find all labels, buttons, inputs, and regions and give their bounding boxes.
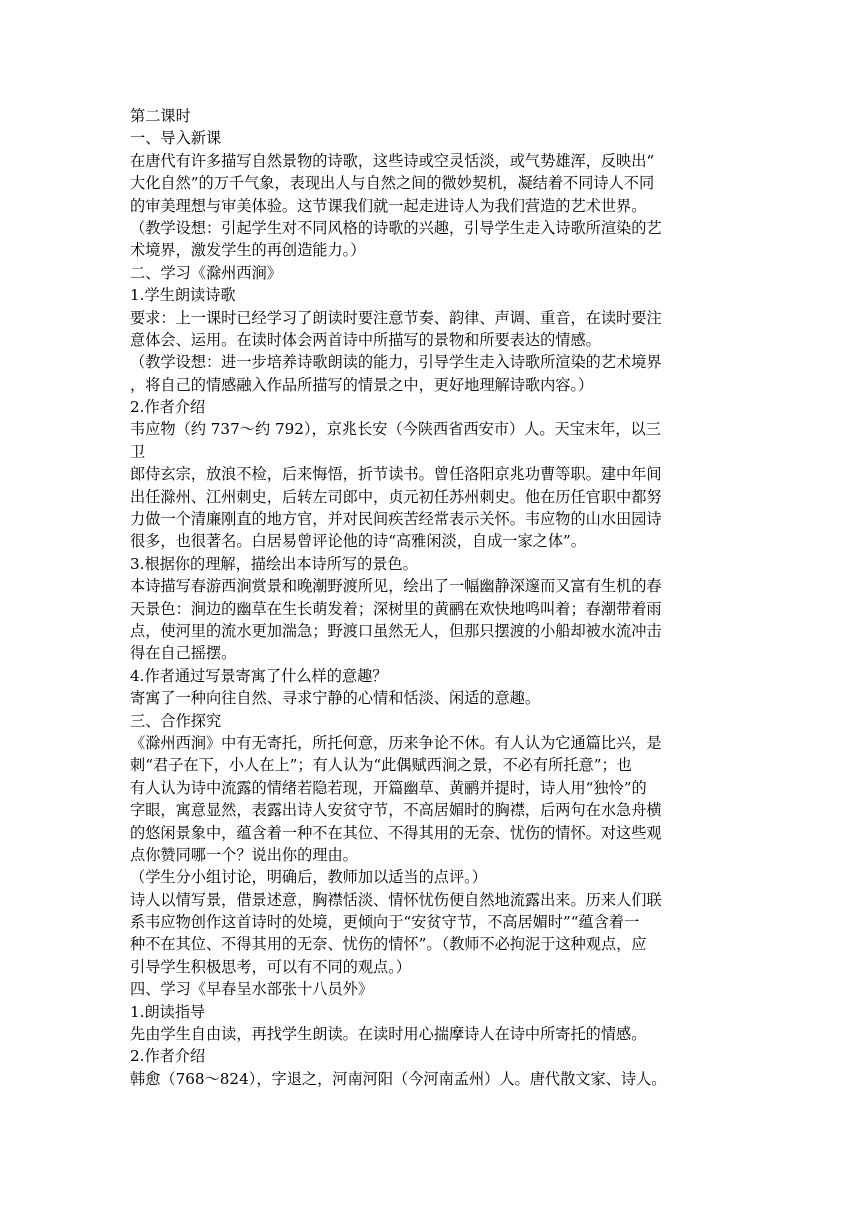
paragraph-line: 天景色：涧边的幽草在生长萌发着；深树里的黄鹂在欢快地鸣叫着；春潮带着雨: [130, 599, 662, 618]
paragraph-line: 字眼，寓意显然，表露出诗人安贫守节，不高居媚时的胸襟，后两句在水急舟横: [130, 801, 662, 820]
paragraph-line: 力做一个清廉刚直的地方官，并对民间疾苦经常表示关怀。韦应物的山水田园诗: [130, 510, 662, 529]
lesson-title: 第二课时: [130, 107, 191, 125]
section-heading: 二、学习《滁州西涧》: [130, 263, 282, 282]
paragraph-line: 的悠闲景象中，蕴含着一种不在其位、不得其用的无奈、忧伤的情怀。对这些观: [130, 823, 662, 842]
paragraph-line: 本诗描写春游西涧赏景和晚潮野渡所见，绘出了一幅幽静深邃而又富有生机的春: [130, 577, 662, 596]
teaching-note-line: （教学设想：进一步培养诗歌朗读的能力，引导学生走入诗歌所渲染的艺术境界: [130, 353, 662, 372]
paragraph-line: 卫: [130, 442, 146, 461]
paragraph-line: 很多，也很著名。白居易曾评论他的诗“高雅闲淡，自成一家之体”。: [130, 532, 586, 551]
paragraph-line: 的审美理想与审美体验。这节课我们就一起走进诗人为我们营造的艺术世界。: [130, 196, 647, 215]
paragraph-line: 种不在其位、不得其用的无奈、忧伤的情怀”。（教师不必拘泥于这种观点，应: [130, 935, 647, 954]
paragraph-line: 诗人以情写景，借景述意，胸襟恬淡、情怀忧伤便自然地流露出来。历来人们联: [130, 890, 662, 909]
section-heading: 四、学习《早春呈水部张十八员外》: [130, 980, 373, 999]
teaching-note-line: 术境界，激发学生的再创造能力。）: [130, 241, 366, 260]
subsection-heading: 1.朗读指导: [130, 1002, 206, 1021]
paragraph-line: 点你赞同哪一个？说出你的理由。: [130, 845, 358, 864]
paragraph-line: 引导学生积极思考，可以有不同的观点。）: [130, 957, 411, 976]
paragraph-line: 先由学生自由读，再找学生朗读。在读时用心揣摩诗人在诗中所寄托的情感。: [130, 1025, 647, 1044]
paragraph-line: 寄寓了一种向往自然、寻求宁静的心情和恬淡、闲适的意趣。: [130, 689, 541, 708]
subsection-heading: 4.作者通过写景寄寓了什么样的意趣？: [130, 666, 388, 685]
teaching-note-line: （教学设想：引起学生对不同风格的诗歌的兴趣，引导学生走入诗歌所渲染的艺: [130, 218, 662, 237]
paragraph-line: 《滁州西涧》中有无寄托，所托何意，历来争论不休。有人认为它通篇比兴，是: [130, 733, 662, 752]
teaching-note-line: ，将自己的情感融入作品所描写的情景之中，更好地理解诗歌内容。）: [130, 375, 594, 394]
paragraph-line: 有人认为诗中流露的情绪若隐若现，开篇幽草、黄鹂并提时，诗人用“独怜”的: [130, 778, 647, 797]
section-heading: 三、合作探究: [130, 711, 222, 730]
document-body: [130, 105, 742, 1090]
paragraph-line: 大化自然”的万千气象，表现出人与自然之间的微妙契机，凝结着不同诗人不同: [130, 174, 655, 193]
paragraph-line: 韦应物（约 737～约 792），京兆长安（今陕西省西安市）人。天宝末年，以三: [130, 420, 661, 439]
subsection-heading: 1.学生朗读诗歌: [130, 286, 236, 305]
subsection-heading: 2.作者介绍: [130, 1047, 206, 1066]
section-heading: 一、导入新课: [130, 129, 222, 148]
paragraph-line: 在唐代有许多描写自然景物的诗歌，这些诗或空灵恬淡，或气势雄浑，反映出“: [130, 151, 655, 170]
paragraph-line: 韩愈（768～824），字退之，河南河阳（今河南孟州）人。唐代散文家、诗人。: [130, 1069, 667, 1088]
paragraph-line: 刺“君子在下，小人在上”；有人认为“此偶赋西涧之景，不必有所托意”；也: [130, 756, 632, 775]
paragraph-line: 要求：上一课时已经学习了朗读时要注意节奏、韵律、声调、重音，在读时要注: [130, 308, 662, 327]
paragraph-line: 意体会、运用。在读时体会两首诗中所描写的景物和所要表达的情感。: [130, 330, 601, 349]
teaching-note-line: （学生分小组讨论，明确后，教师加以适当的点评。）: [130, 868, 487, 887]
paragraph-line: 出任滁州、江州刺史，后转左司郎中，贞元初任苏州刺史。他在历任官职中都努: [130, 487, 662, 506]
subsection-heading: 3.根据你的理解，描绘出本诗所写的景色。: [130, 554, 418, 573]
paragraph-line: 郎侍玄宗，放浪不检，后来悔悟，折节读书。曾任洛阳京兆功曹等职。建中年间: [130, 465, 662, 484]
paragraph-line: 系韦应物创作这首诗时的处境，更倾向于“安贫守节，不高居媚时”“蕴含着一: [130, 913, 640, 932]
paragraph-line: 得在自己摇摆。: [130, 644, 237, 663]
paragraph-line: 点，使河里的流水更加湍急；野渡口虽然无人，但那只摆渡的小船却被水流冲击: [130, 621, 662, 640]
subsection-heading: 2.作者介绍: [130, 398, 206, 417]
